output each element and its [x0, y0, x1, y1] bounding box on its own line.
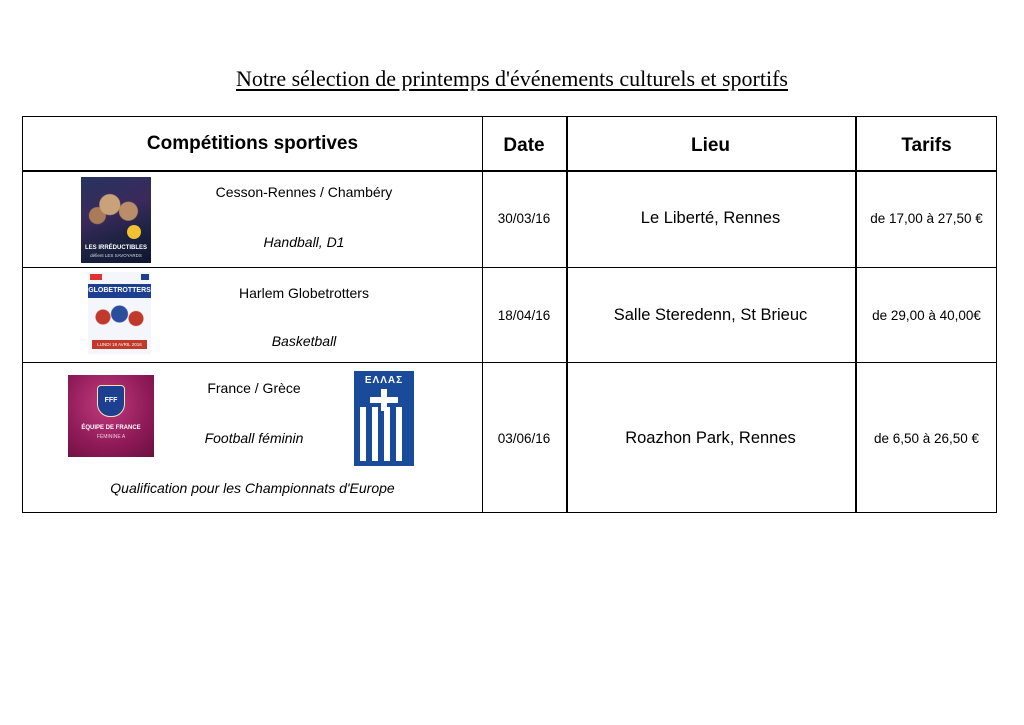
- header-lieu: Lieu: [690, 135, 731, 156]
- event-tarifs: de 17,00 à 27,50 €: [870, 211, 983, 226]
- logo-line2: FÉMININE A: [96, 434, 126, 440]
- logo-line1: ÉQUIPE DE FRANCE: [81, 425, 141, 431]
- event-date: 30/03/16: [497, 211, 551, 226]
- event-sport: Basketball: [271, 333, 337, 349]
- poster-subtitle: LUNDI 18 AVRIL 2016: [92, 340, 147, 349]
- header-date: Date: [503, 135, 545, 156]
- handball-poster-image: [81, 177, 151, 263]
- event-date: 03/06/16: [497, 431, 551, 446]
- event-lieu: Le Liberté, Rennes: [640, 209, 781, 227]
- event-name: Cesson-Rennes / Chambéry: [215, 184, 393, 200]
- event-lieu: Salle Steredenn, St Brieuc: [613, 306, 808, 324]
- event-tarifs: de 6,50 à 26,50 €: [873, 431, 980, 446]
- page-title: Notre sélection de printemps d'événements culturels et sportifs: [236, 66, 788, 91]
- row-divider: [23, 362, 996, 363]
- event-lieu: Roazhon Park, Rennes: [625, 429, 796, 447]
- row-divider: [23, 170, 996, 172]
- poster-title: GLOBETROTTERS: [88, 284, 151, 298]
- header-competitions: Compétitions sportives: [146, 133, 359, 154]
- poster-subtitle: défient LES SAVOYARDS: [90, 253, 142, 258]
- header-tarifs: Tarifs: [901, 135, 952, 156]
- equipe-de-france-logo-image: [68, 375, 154, 457]
- event-sport: Handball, D1: [263, 234, 345, 250]
- row-divider: [23, 267, 996, 268]
- fff-crest: FFF: [97, 385, 125, 417]
- event-qualification: Qualification pour les Championnats d'Europe: [110, 480, 395, 496]
- events-table: [22, 116, 997, 513]
- event-sport: Football féminin: [204, 430, 304, 446]
- event-name: France / Grèce: [207, 380, 301, 396]
- poster-title: LES IRRÉDUCTIBLES: [84, 245, 147, 251]
- globetrotters-poster-image: [88, 272, 151, 354]
- event-tarifs: de 29,00 à 40,00€: [872, 308, 981, 323]
- greek-flag-image: [354, 371, 414, 466]
- greek-flag-label: ΕΛΛΑΣ: [364, 375, 404, 386]
- event-name: Harlem Globetrotters: [239, 285, 369, 301]
- event-date: 18/04/16: [497, 308, 551, 323]
